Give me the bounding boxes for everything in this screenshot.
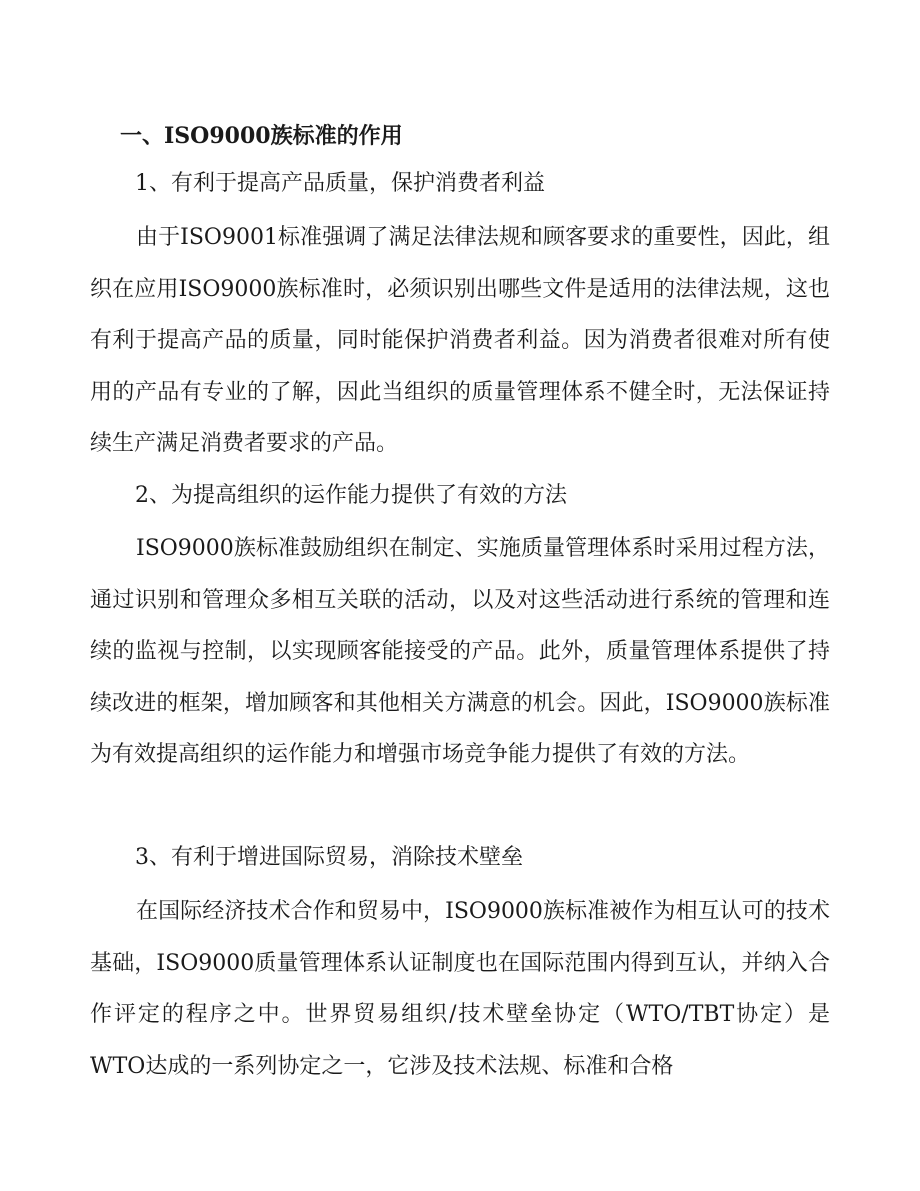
paragraph-3: 在国际经济技术合作和贸易中，ISO9000族标准被作为相互认可的技术基础，ISO9000质量管理体系认证制度也在国际范围内得到互认，并纳入合作评定的程序之中。世界贸易组织/技术壁垒协定（WTO/TBT协定）是WTO达成的一系列协定之一，它涉及技术法规、标准和合格	[90, 899, 830, 1079]
paragraph-1: 由于ISO9001标准强调了满足法律法规和顾客要求的重要性，因此，组织在应用ISO9000族标准时，必须识别出哪些文件是适用的法律法规，这也有利于提高产品的质量，同时能保护消费者利益。因为消费者很难对所有使用的产品有专业的了解，因此当组织的质量管理体系不健全时，无法保证持续生产满足消费者要求的产品。	[90, 225, 830, 456]
paragraph-2: ISO9000族标准鼓励组织在制定、实施质量管理体系时采用过程方法，通过识别和管理众多相互关联的活动，以及对这些活动进行系统的管理和连续的监视与控制，以实现顾客能接受的产品。此外，质量管理体系提供了持续改进的框架，增加顾客和其他相关方满意的机会。因此，ISO9000族标准为有效提高组织的运作能力和增强市场竞争能力提供了有效的方法。	[90, 536, 830, 767]
section-heading: 一、ISO9000族标准的作用	[120, 123, 403, 149]
subsection-title-2: 2、为提高组织的运作能力提供了有效的方法	[135, 483, 567, 508]
subsection-title-1: 1、有利于提高产品质量，保护消费者利益	[135, 171, 545, 196]
subsection-title-3: 3、有利于增进国际贸易，消除技术壁垒	[135, 845, 523, 870]
